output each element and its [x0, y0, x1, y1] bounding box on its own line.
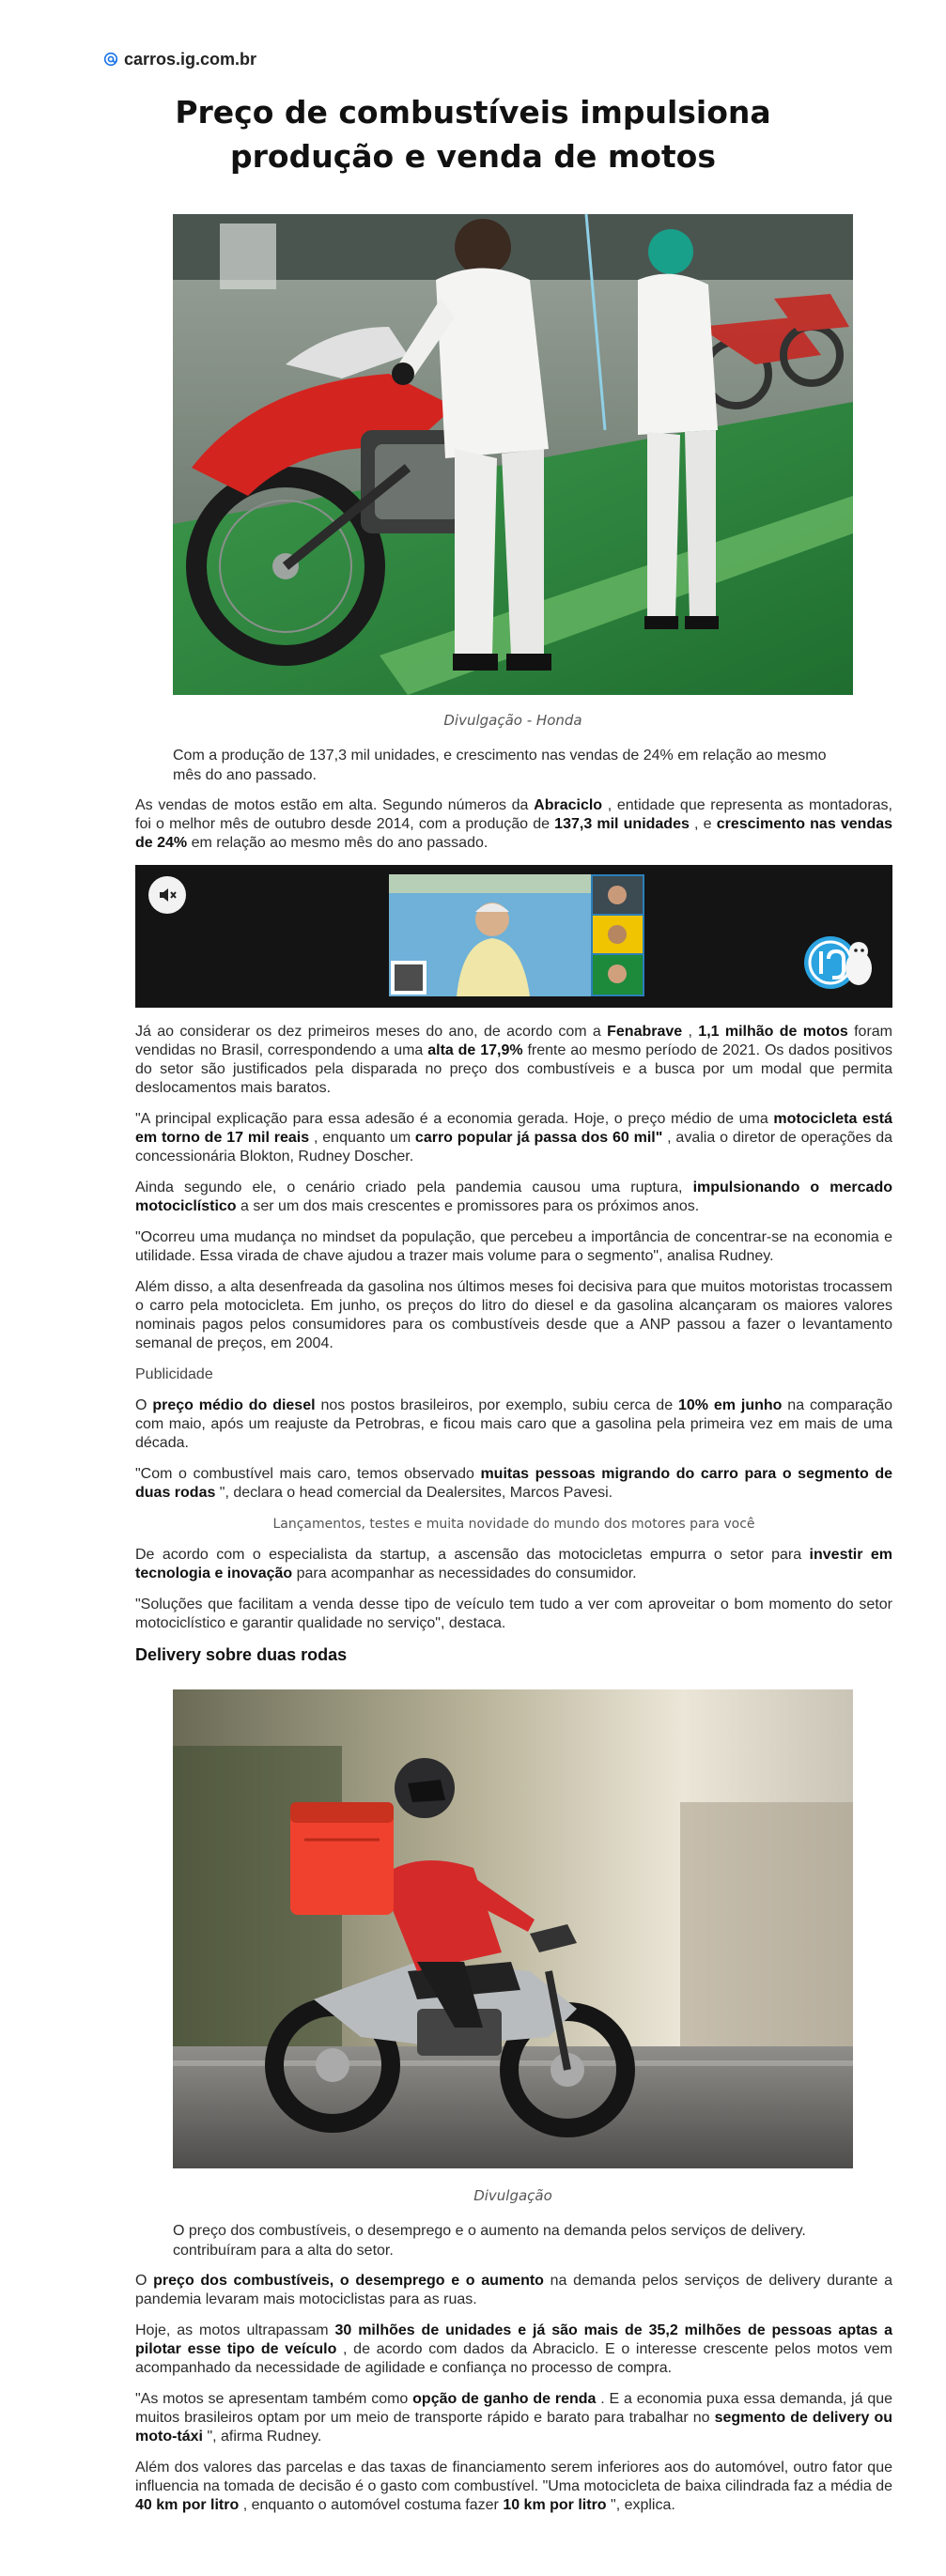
photo-caption: O preço dos combustíveis, o desemprego e o aumento na demanda pelos serviços de delivery. contribuíram para a alta do setor. — [173, 2223, 806, 2259]
paragraph: Hoje, as motos ultrapassam 30 milhões de unidades e já são mais de 35,2 milhões de pessoas aptas a pilotar esse tipo de veículo , de acordo com dados da Abraciclo. E o interesse crescente pelos motos vem acompanhado da necessidade de agilidade e confiança no processo de compra. — [135, 2322, 893, 2376]
paragraph: "Soluções que facilitam a venda desse tipo de veículo tem tudo a ver com aproveitar o bom momento do setor motociclístico e garantir qualidade no serviço", destaca. — [135, 1597, 892, 1631]
assembly-line-photo — [173, 214, 853, 695]
paragraph: "As motos se apresentam também como opção de ganho de renda . E a economia puxa essa demanda, já que muitos brasileiros optam por um meio de transporte rápido e barato para trabalhar no segmento de delivery ou moto-táxi ", afirma Rudney. — [135, 2391, 893, 2445]
paragraph: "A principal explicação para essa adesão é a economia gerada. Hoje, o preço médio de uma motocicleta está em torno de 17 mil reais , enquanto um carro popular já passa dos 60 mil" , avalia o diretor de operações da concessionária Blokton, Rudney Doscher. — [135, 1111, 893, 1165]
source-site: carros.ig.com.br — [124, 49, 257, 69]
video-player[interactable] — [135, 865, 892, 1008]
photo-credit: Divulgação — [473, 2187, 552, 2204]
photo-caption: Com a produção de 137,3 mil unidades, e crescimento nas vendas de 24% em relação ao mesmo mês do ano passado. — [173, 748, 827, 783]
ig-logo — [800, 927, 876, 993]
paragraph: O preço médio do diesel nos postos brasileiros, por exemplo, subiu cerca de 10% em junho na comparação com maio, após um reajuste da Petrobras, e ficou mais caro que a gasolina pela primeira vez em mais de uma década. — [135, 1397, 893, 1451]
paragraph: Já ao considerar os dez primeiros meses do ano, de acordo com a Fenabrave , 1,1 milhão de motos foram vendidas no Brasil, correspondendo a uma alta de 17,9% frente ao mesmo período de 2021. Os dados positivos do setor são justificados pela disparada no preço dos combustíveis e a busca por um modal que permita deslocamentos mais baratos. — [135, 1024, 893, 1096]
video-frame — [389, 874, 644, 996]
photo-credit: Divulgação - Honda — [443, 712, 582, 729]
mute-button[interactable] — [148, 876, 186, 914]
paragraph: "Com o combustível mais caro, temos observado muitas pessoas migrando do carro para o segmento de duas rodas ", declara o head comercial da Dealersites, Marcos Pavesi. — [135, 1466, 892, 1501]
paragraph: Além dos valores das parcelas e das taxas de financiamento serem inferiores aos do automóvel, outro fator que influencia na tomada de decisão é o gasto com combustível. "Uma motocicleta de baixa cilindrada faz a média de 40 km por litro , enquanto o automóvel costuma fazer 10 km por litro ", explica. — [135, 2460, 892, 2513]
mute-icon — [157, 885, 178, 905]
paragraph: "Ocorreu uma mudança no mindset da população, que percebeu a importância de concentrar-se na economia e utilidade. Essa virada de chave ajudou a trazer mais volume para o segmento", analisa Rudney. — [135, 1229, 892, 1264]
article-body-bottom — [135, 2272, 892, 2527]
paragraph: Ainda segundo ele, o cenário criado pela pandemia causou uma ruptura, impulsionando o mercado motociclístico a ser um dos mais crescentes e promissores para os próximos anos. — [135, 1180, 893, 1214]
paragraph: Além disso, a alta desenfreada da gasolina nos últimos meses foi decisiva para que muitos motoristas trocassem o carro pela motocicleta. Em junho, os preços do litro do diesel e da gasolina alcançaram os maiores valores nominais pagos pelos consumidores para os combustíveis desde que a ANP passou a fazer o levantamento semanal de preços, em 2004. — [135, 1279, 892, 1351]
source-link[interactable] — [103, 47, 256, 71]
related-link[interactable]: Lançamentos, testes e muita novidade do mundo dos motores para você — [272, 1517, 755, 1532]
article-title: Preço de combustíveis impulsiona produção e venda de motos — [175, 94, 771, 175]
delivery-rider-photo — [173, 1689, 853, 2168]
paragraph: O preço dos combustíveis, o desemprego e o aumento na demanda pelos serviços de delivery durante a pandemia levaram mais motociclistas para as ruas. — [135, 2273, 893, 2307]
paragraph: As vendas de motos estão em alta. Segundo números da Abraciclo , entidade que representa as montadoras, foi o melhor mês de outubro desde 2014, com a produção de 137,3 mil unidades , e crescimento nas vendas de 24% em relação ao mesmo mês do ano passado. — [135, 797, 893, 851]
at-sign-icon — [103, 52, 118, 67]
article-body-main — [135, 1023, 892, 1665]
section-heading: Delivery sobre duas rodas — [135, 1645, 348, 1664]
paragraph: De acordo com o especialista da startup, a ascensão das motocicletas empurra o setor para investir em tecnologia e inovação para acompanhar as necessidades do consumidor. — [135, 1547, 892, 1581]
article-body-top — [135, 796, 892, 865]
advertising-label: Publicidade — [135, 1366, 213, 1382]
